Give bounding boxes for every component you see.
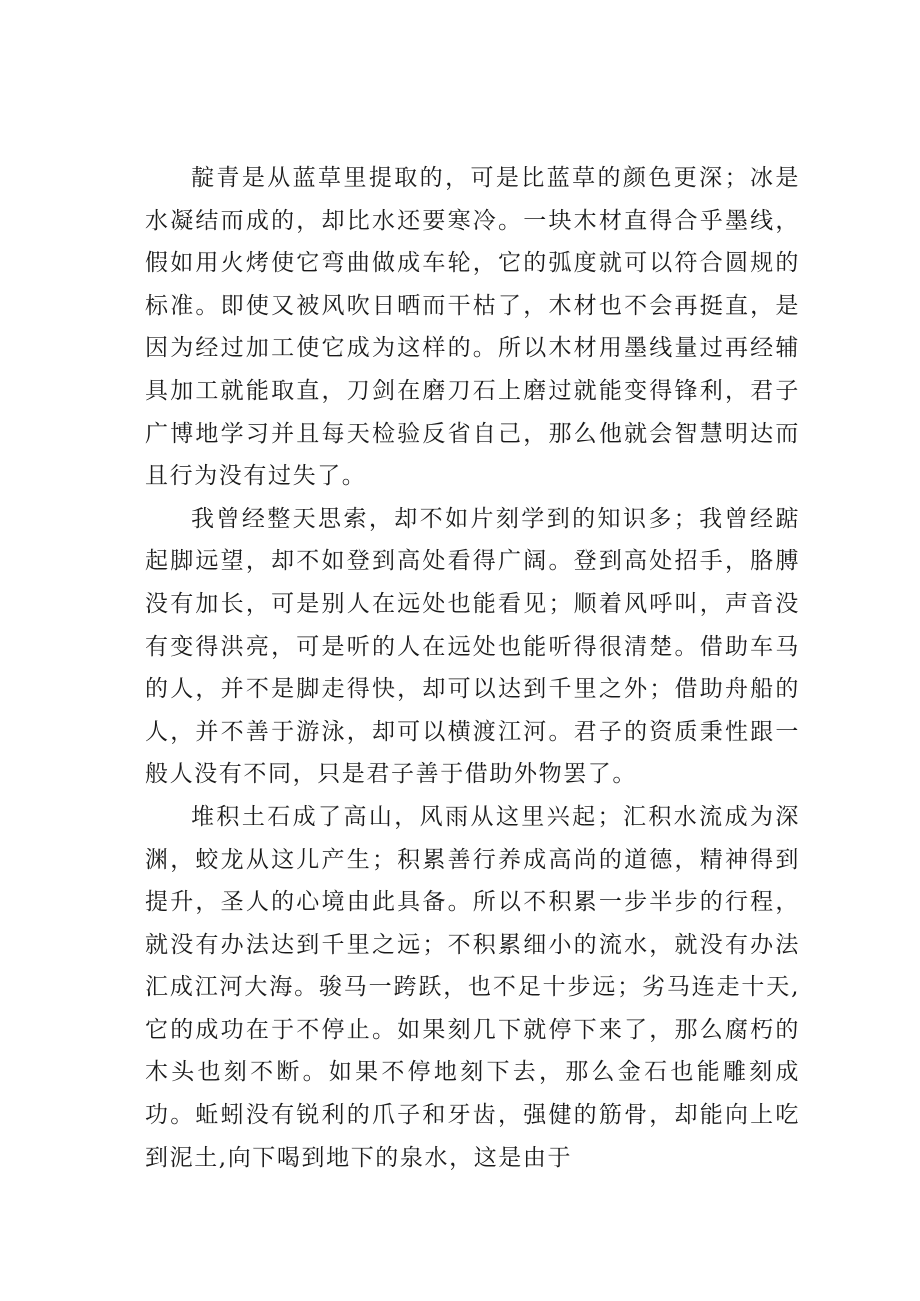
document-body	[145, 157, 800, 1179]
paragraph-3: 堆积土石成了高山，风雨从这里兴起；汇积水流成为深渊，蛟龙从这儿产生；积累善行养成高尚的道德，精神得到提升，圣人的心境由此具备。所以不积累一步半步的行程，就没有办法达到千里之远；不积累细小的流水，就没有办法汇成江河大海。骏马一跨跃，也不足十步远；劣马连走十天,它的成功在于不停止。如果刻几下就停下来了，那么腐朽的木头也刻不断。如果不停地刻下去，那么金石也能雕刻成功。蚯蚓没有锐利的爪子和牙齿，强健的筋骨，却能向上吃到泥土,向下喝到地下的泉水，这是由于	[145, 803, 800, 1171]
paragraph-1: 靛青是从蓝草里提取的，可是比蓝草的颜色更深；冰是水凝结而成的，却比水还要寒冷。一块木材直得合乎墨线，假如用火烤使它弯曲做成车轮，它的弧度就可以符合圆规的标准。即使又被风吹日晒而干枯了，木材也不会再挺直，是因为经过加工使它成为这样的。所以木材用墨线量过再经辅具加工就能取直，刀剑在磨刀石上磨过就能变得锋利，君子广博地学习并且每天检验反省自己，那么他就会智慧明达而且行为没有过失了。	[145, 165, 800, 490]
paragraph-2: 我曾经整天思索，却不如片刻学到的知识多；我曾经踮起脚远望，却不如登到高处看得广阔。登到高处招手，胳膊没有加长，可是别人在远处也能看见；顺着风呼叫，声音没有变得洪亮，可是听的人在远处也能听得很清楚。借助车马的人，并不是脚走得快，却可以达到千里之外；借助舟船的人，并不善于游泳，却可以横渡江河。君子的资质秉性跟一般人没有不同，只是君子善于借助外物罢了。	[145, 505, 800, 788]
